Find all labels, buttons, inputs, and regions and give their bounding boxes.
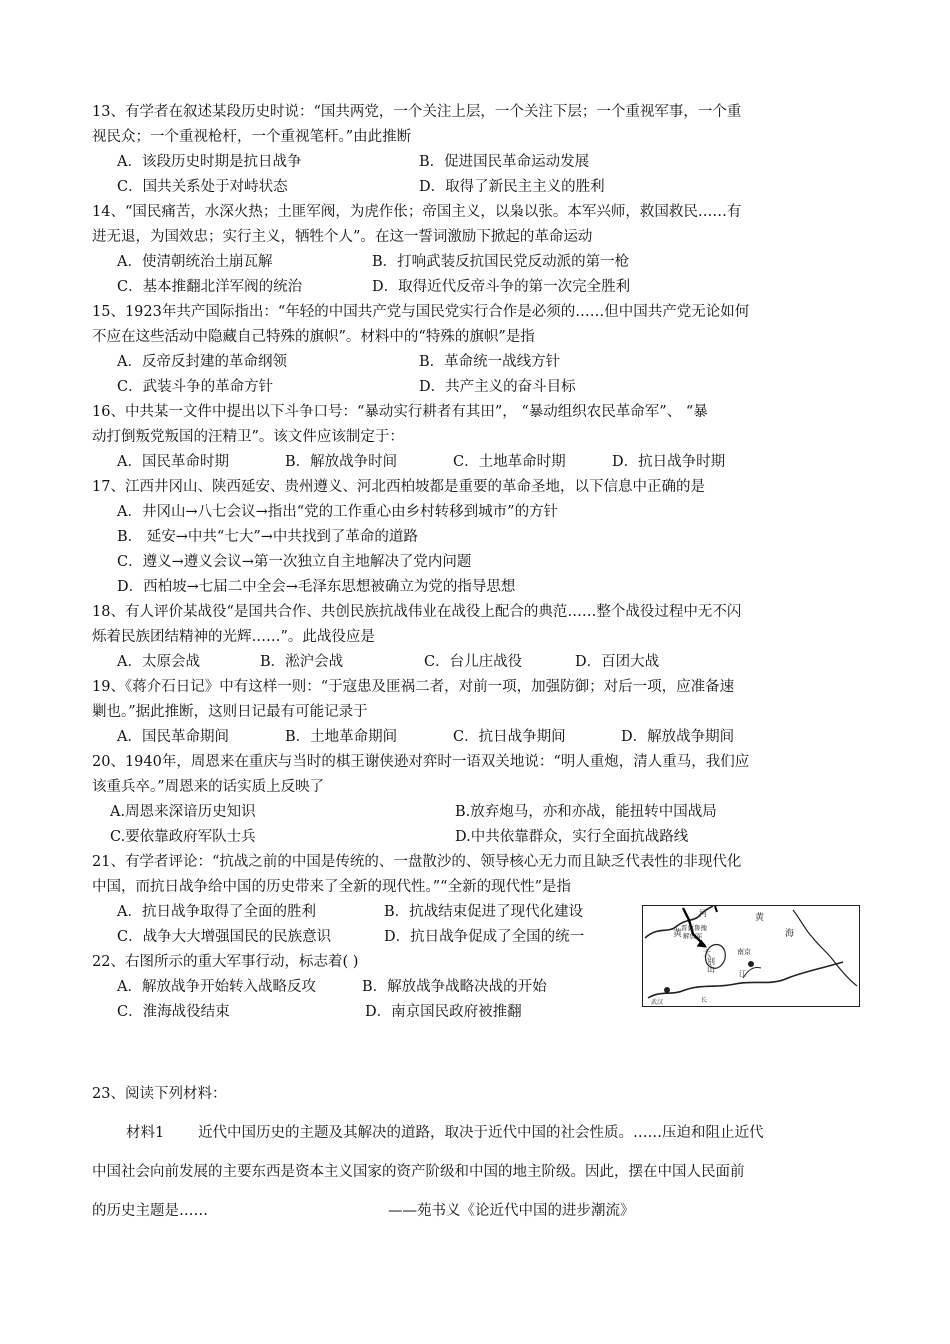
q20-option-b: B.放弃炮马，亦和亦战，能扭转中国战局 xyxy=(455,804,717,820)
q15-option-c: C．武装斗争的革命方针 xyxy=(117,379,274,395)
nanjing-city-dot xyxy=(748,961,754,967)
q13-stem-line2: 视民众；一个重视枪杆，一个重视笔杆。”由此推断 xyxy=(92,129,412,145)
q16-option-d: D．抗日战争时期 xyxy=(612,454,726,470)
q17-option-d: D．西柏坡→七届二中全会→毛泽东思想被确立为党的指导思想 xyxy=(117,579,516,595)
q14-stem-line2: 进无退，为国效忠；实行主义，牺牲个人”。在这一誓词激励下掀起的革命运动 xyxy=(92,229,593,245)
q19-stem-line2: 剿也。”据此推断，这则日记最有可能记录于 xyxy=(92,704,368,720)
wuhan-city-dot xyxy=(664,987,670,993)
arrow-head-icon xyxy=(697,940,706,947)
map-label-huang2: 黄 xyxy=(755,913,765,923)
q20-option-c: C.要依靠政府军队士兵 xyxy=(110,829,256,845)
q13-stem-line1: 13、有学者在叙述某段历史时说：“国共两党，一个关注上层，一个关注下层；一个重视军事，一个重 xyxy=(92,104,742,120)
q15-stem-line2: 不应在这些活动中隐藏自己特殊的旗帜”。材料中的“特殊的旗帜”是指 xyxy=(92,329,535,345)
q16-option-a: A．国民革命时期 xyxy=(117,454,229,470)
q23-material1-label: 材料1 xyxy=(126,1125,165,1141)
q22-stem-line1: 22、右图所示的重大军事行动，标志着( ) xyxy=(92,954,359,970)
q17-stem-line1: 17、江西井冈山、陕西延安、贵州遵义、河北西柏坡都是重要的革命圣地，以下信息中正确的是 xyxy=(92,479,705,495)
q14-option-b: B．打响武装反抗国民党反动派的第一枪 xyxy=(372,254,630,270)
q18-option-b: B．淞沪会战 xyxy=(260,654,344,670)
q15-stem-line1: 15、1923年共产国际指出：“年轻的中国共产党与国民党实行合作是必须的……但中国共产党无论如何 xyxy=(92,304,750,320)
q23-title: 23、阅读下列材料： xyxy=(92,1086,227,1102)
map-label-nanjing: 南京 xyxy=(737,948,751,956)
arrow-tail-line xyxy=(715,906,717,912)
map-label-da: 大 xyxy=(703,949,711,958)
q18-stem-line2: 烁着民族团结精神的光辉……”。此战役应是 xyxy=(92,629,375,645)
q15-option-b: B．革命统一战线方针 xyxy=(419,354,561,370)
q17-option-c: C．遵义→遵义会议→第一次独立自主地解决了党内问题 xyxy=(117,554,472,570)
map-label-bie: 别 xyxy=(707,957,715,966)
map-svg xyxy=(643,906,859,1006)
map-label-shan: 山 xyxy=(707,965,715,974)
map-label-huang1: 黄 xyxy=(673,929,683,939)
q13-option-d: D．取得了新民主主义的胜利 xyxy=(419,179,605,195)
q15-option-a: A．反帝反封建的革命纲领 xyxy=(117,354,287,370)
q14-option-c: C．基本推翻北洋军阀的统治 xyxy=(117,279,303,295)
q23-material1-line2: 中国社会向前发展的主要东西是资本主义国家的资产阶级和中国的地主阶级。因此，摆在中国人民面前 xyxy=(92,1164,745,1180)
map-label-hai: 海 xyxy=(785,929,795,939)
q16-option-b: B．解放战争时间 xyxy=(285,454,398,470)
q21-option-b: B．抗战结束促进了现代化建设 xyxy=(384,904,584,920)
q23-material1-source: ——苑书义《论近代中国的进步潮流》 xyxy=(388,1203,635,1219)
q13-option-a: A．该段历史时期是抗日战争 xyxy=(117,154,302,170)
yangtze-river-line xyxy=(648,962,843,998)
map-label-wuhan: 武汉 xyxy=(651,999,664,1006)
coastline-line xyxy=(793,910,857,986)
q14-stem-line1: 14、“国民痛苦，水深火热；土匪军阀，为虎作伥；帝国主义，以枭以张。本军兴师，救国救民……有 xyxy=(92,204,742,220)
q21-option-a: A．抗日战争取得了全面的胜利 xyxy=(117,904,316,920)
q16-stem-line2: 动打倒叛党叛国的汪精卫”。该文件应该制定于： xyxy=(92,429,404,445)
map-label-chang: 长 xyxy=(701,997,708,1004)
q22-option-a: A．解放战争开始转入战略反攻 xyxy=(117,979,316,995)
map-label-jiang: 江 xyxy=(739,970,746,978)
q15-option-d: D．共产主义的奋斗目标 xyxy=(419,379,576,395)
q22-option-c: C．淮海战役结束 xyxy=(117,1004,230,1020)
q19-option-d: D．解放战争期间 xyxy=(621,729,735,745)
map-label-he: 河 xyxy=(699,909,707,918)
q21-stem-line1: 21、有学者评论：“抗战之前的中国是传统的、一盘散沙的、领导核心无力而且缺乏代表性的非现代化 xyxy=(92,854,742,870)
q20-option-a: A.周恩来深谙历史知识 xyxy=(110,804,256,820)
q14-option-d: D．取得近代反帝斗争的第一次完全胜利 xyxy=(372,279,631,295)
map-label-jiefangjun: 解放军 xyxy=(683,932,703,940)
map-label-jinjiyu: 晋冀鲁豫 xyxy=(681,924,707,932)
q20-option-d: D.中共依靠群众，实行全面抗战路线 xyxy=(455,829,689,845)
q22-option-d: D．南京国民政府被推翻 xyxy=(365,1004,522,1020)
q21-stem-line2: 中国，而抗日战争给中国的历史带来了全新的现代性。”“全新的现代性”是指 xyxy=(92,879,571,895)
q22-option-b: B．解放战争战略决战的开始 xyxy=(362,979,547,995)
q21-option-c: C．战争大大增强国民的民族意识 xyxy=(117,929,332,945)
q23-material1-line3: 的历史主题是…… xyxy=(92,1203,208,1219)
q13-option-c: C．国共关系处于对峙状态 xyxy=(117,179,288,195)
q14-option-a: A．使清朝统治土崩瓦解 xyxy=(117,254,273,270)
q18-option-a: A．太原会战 xyxy=(117,654,200,670)
q13-option-b: B．促进国民革命运动发展 xyxy=(419,154,590,170)
q17-option-b: B． 延安→中共“七大”→中共找到了革命的道路 xyxy=(117,529,418,545)
q18-option-d: D．百团大战 xyxy=(575,654,660,670)
q18-stem-line1: 18、有人评价某战役“是国共合作、共创民族抗战伟业在战役上配合的典范……整个战役过程中无不闪 xyxy=(92,604,742,620)
q19-option-b: B．土地革命期间 xyxy=(285,729,398,745)
q16-option-c: C．土地革命时期 xyxy=(453,454,566,470)
q18-option-c: C．台儿庄战役 xyxy=(424,654,523,670)
q19-option-c: C．抗日战争期间 xyxy=(453,729,566,745)
q19-stem-line1: 19、《蒋介石日记》中有这样一则：“于寇患及匪祸二者，对前一项，加强防御；对后一项，应准备速 xyxy=(92,679,735,695)
q20-stem-line1: 20、1940年，周恩来在重庆与当时的棋王谢侠逊对弈时一语双关地说：“明人重炮，清人重马，我们应 xyxy=(92,754,750,770)
q20-stem-line2: 该重兵卒。”周恩来的话实质上反映了 xyxy=(92,779,325,795)
q21-option-d: D．抗日战争促成了全国的统一 xyxy=(384,929,585,945)
q19-option-a: A．国民革命期间 xyxy=(117,729,229,745)
map-figure xyxy=(642,905,860,1007)
q17-option-a: A．井冈山→八七会议→指出“党的工作重心由乡村转移到城市”的方针 xyxy=(117,504,559,520)
q23-material1-line1: 近代中国历史的主题及其解决的道路，取决于近代中国的社会性质。……压迫和阻止近代 xyxy=(198,1125,764,1141)
q16-stem-line1: 16、中共某一文件中提出以下斗争口号：“暴动实行耕者有其田”， “暴动组织农民革命军”、 “暴 xyxy=(92,404,708,420)
